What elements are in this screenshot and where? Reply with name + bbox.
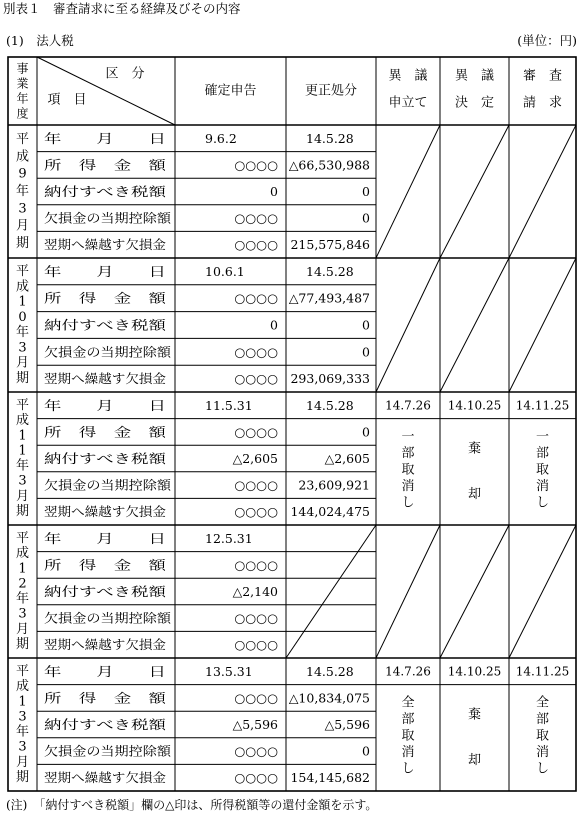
col-igi-kettei-header: 決 定 bbox=[454, 95, 495, 111]
footnote: (注) 「納付すべき税額」欄の△印は、所得税額等の還付金額を示す。 bbox=[6, 798, 378, 812]
vertical-char: 却 bbox=[467, 752, 482, 768]
kakutei-value: ○○○○ bbox=[234, 504, 278, 520]
kakutei-value: △2,140 bbox=[232, 584, 278, 599]
empty-cell-slash bbox=[509, 258, 576, 392]
item-label: 欠損金の当期控除額 bbox=[44, 743, 172, 759]
vertical-char: 却 bbox=[467, 486, 482, 502]
vertical-char: 3 bbox=[18, 473, 27, 489]
kakutei-value: 0 bbox=[270, 317, 278, 333]
vertical-char: 月 bbox=[15, 754, 30, 770]
vertical-char: 1 bbox=[18, 294, 27, 310]
empty-cell-slash bbox=[509, 525, 576, 658]
fiscal-year-label bbox=[16, 398, 29, 519]
item-label: 納付すべき税額 bbox=[44, 184, 167, 199]
vertical-char: 3 bbox=[18, 739, 27, 755]
kakutei-value: △5,596 bbox=[232, 717, 278, 732]
kakutei-value: ○○○○ bbox=[234, 424, 278, 440]
vertical-char: 度 bbox=[16, 106, 29, 121]
item-label: 年 月 日 bbox=[44, 263, 166, 279]
kakutei-date: 13.5.31 bbox=[205, 663, 253, 679]
item-label: 所 得 金 額 bbox=[44, 290, 167, 306]
vertical-char: 取 bbox=[401, 728, 415, 744]
vertical-char: 1 bbox=[18, 443, 27, 459]
col-igi-moshitate-header: 申立て bbox=[388, 95, 428, 111]
vertical-char: 部 bbox=[535, 445, 550, 461]
kosei-value: △10,834,075 bbox=[288, 690, 370, 706]
col-igi-moshitate-header: 異 議 bbox=[388, 68, 428, 84]
kakutei-date: 9.6.2 bbox=[205, 130, 237, 146]
shinsa-result bbox=[536, 429, 549, 510]
kakutei-value: ○○○○ bbox=[234, 770, 278, 786]
vertical-char: 取 bbox=[401, 462, 415, 478]
kosei-value: 144,024,475 bbox=[290, 504, 370, 520]
vertical-char: 消 bbox=[535, 744, 550, 760]
kakutei-value: 0 bbox=[270, 184, 278, 199]
vertical-char: 3 bbox=[18, 709, 27, 725]
item-label: 所 得 金 額 bbox=[44, 157, 167, 173]
corner-bottom-label: 項 目 bbox=[47, 92, 87, 108]
kosei-date: 14.5.28 bbox=[306, 397, 354, 413]
kosei-value: 0 bbox=[362, 210, 370, 226]
item-label: 年 月 日 bbox=[44, 130, 166, 146]
vertical-char: 消 bbox=[401, 744, 415, 760]
vertical-char: 成 bbox=[15, 149, 30, 165]
kosei-value: △5,596 bbox=[324, 717, 370, 732]
vertical-char: 取 bbox=[535, 462, 550, 478]
vertical-char: 部 bbox=[535, 711, 550, 727]
vertical-char: 3 bbox=[18, 340, 27, 356]
vertical-char: 2 bbox=[18, 576, 27, 592]
kakutei-value: ○○○○ bbox=[234, 637, 278, 653]
kakutei-value: ○○○○ bbox=[234, 290, 278, 306]
vertical-char: 部 bbox=[401, 445, 415, 461]
item-label: 翌期へ繰越す欠損金 bbox=[44, 637, 167, 653]
empty-cell-slash bbox=[440, 525, 509, 658]
vertical-char: 取 bbox=[535, 728, 550, 744]
vertical-char: 期 bbox=[15, 503, 30, 519]
col-igi-kettei-header: 異 議 bbox=[454, 68, 495, 84]
item-label: 翌期へ繰越す欠損金 bbox=[44, 371, 167, 387]
item-label: 納付すべき税額 bbox=[44, 584, 167, 599]
vertical-char: 平 bbox=[15, 398, 30, 414]
section-subtitle: (1) 法人税 bbox=[6, 33, 74, 48]
vertical-char: 成 bbox=[15, 679, 30, 695]
vertical-char: 月 bbox=[15, 488, 30, 504]
vertical-char: 期 bbox=[15, 370, 30, 386]
item-label: 翌期へ繰越す欠損金 bbox=[44, 237, 167, 253]
unit-label: (単位：円) bbox=[517, 33, 577, 48]
vertical-char: し bbox=[535, 495, 550, 511]
item-label: 納付すべき税額 bbox=[44, 451, 167, 466]
empty-cell-slash bbox=[376, 525, 440, 658]
vertical-char: 月 bbox=[15, 218, 30, 234]
item-label: 年 月 日 bbox=[44, 530, 166, 546]
kakutei-value: ○○○○ bbox=[234, 237, 278, 253]
item-label: 納付すべき税額 bbox=[44, 717, 167, 732]
item-label: 所 得 金 額 bbox=[44, 690, 167, 706]
vertical-char: 全 bbox=[535, 695, 550, 711]
vertical-char: し bbox=[401, 761, 415, 777]
vertical-char: 業 bbox=[16, 76, 29, 91]
kakutei-date: 12.5.31 bbox=[205, 530, 253, 546]
vertical-char: 1 bbox=[18, 428, 27, 444]
kosei-value: 154,145,682 bbox=[290, 770, 370, 786]
fiscal-year-label bbox=[16, 264, 29, 386]
empty-cell-slash bbox=[509, 125, 576, 258]
fiscal-year-label bbox=[16, 531, 29, 652]
kakutei-value: ○○○○ bbox=[234, 690, 278, 706]
vertical-char: 事 bbox=[16, 61, 29, 76]
vertical-char: 月 bbox=[15, 355, 30, 371]
igi_moshitate-date: 14.7.26 bbox=[385, 398, 431, 413]
vertical-char: 年 bbox=[15, 458, 30, 474]
kakutei-value: △2,605 bbox=[232, 451, 278, 466]
vertical-char: 期 bbox=[15, 769, 30, 785]
shinsa-date: 14.11.25 bbox=[515, 664, 570, 679]
kakutei-value: ○○○○ bbox=[234, 477, 278, 493]
kosei-value: 0 bbox=[362, 317, 370, 333]
vertical-char: し bbox=[535, 761, 550, 777]
empty-cell-slash bbox=[376, 258, 440, 392]
item-label: 納付すべき税額 bbox=[44, 317, 167, 333]
item-label: 翌期へ繰越す欠損金 bbox=[44, 504, 167, 520]
item-label: 欠損金の当期控除額 bbox=[44, 210, 172, 226]
vertical-char: 全 bbox=[401, 695, 415, 711]
igi_kettei-date: 14.10.25 bbox=[447, 664, 502, 679]
vertical-char: 1 bbox=[18, 694, 27, 710]
kakutei-value: ○○○○ bbox=[234, 557, 278, 573]
kakutei-value: ○○○○ bbox=[234, 610, 278, 626]
vertical-char: 9 bbox=[18, 166, 27, 182]
document-title: 別表１ 審査請求に至る経緯及びその内容 bbox=[3, 1, 241, 16]
vertical-char: 消 bbox=[401, 478, 415, 494]
vertical-char: 平 bbox=[15, 531, 30, 547]
vertical-char: 部 bbox=[401, 711, 415, 727]
empty-cell-slash bbox=[440, 125, 509, 258]
empty-cell-slash bbox=[440, 258, 509, 392]
col-shinsa-header: 審 査 bbox=[522, 68, 563, 84]
corner-top-label: 区 分 bbox=[105, 66, 145, 82]
vertical-char: 平 bbox=[15, 664, 30, 680]
vertical-char: 0 bbox=[18, 309, 27, 325]
item-label: 年 月 日 bbox=[44, 397, 166, 413]
empty-cell-slash bbox=[376, 125, 440, 258]
vertical-char: 3 bbox=[18, 606, 27, 622]
fiscal-year-label bbox=[16, 132, 29, 251]
empty-cell-slash bbox=[286, 525, 376, 658]
item-label: 年 月 日 bbox=[44, 663, 166, 679]
vertical-char: 棄 bbox=[467, 441, 482, 457]
vertical-char: 消 bbox=[535, 478, 550, 494]
item-label: 欠損金の当期控除額 bbox=[44, 610, 172, 626]
vertical-char: 一 bbox=[535, 429, 550, 445]
kakutei-date: 11.5.31 bbox=[205, 397, 253, 413]
kakutei-date: 10.6.1 bbox=[205, 263, 245, 279]
vertical-char: 一 bbox=[401, 429, 415, 445]
kakutei-value: ○○○○ bbox=[234, 157, 278, 173]
item-label: 所 得 金 額 bbox=[44, 557, 167, 573]
vertical-char: し bbox=[401, 495, 415, 511]
kosei-date: 14.5.28 bbox=[306, 663, 354, 679]
col-kosei-header: 更正処分 bbox=[304, 83, 358, 99]
kosei-value: △66,530,988 bbox=[288, 157, 370, 173]
vertical-char: 期 bbox=[15, 235, 30, 251]
kosei-date: 14.5.28 bbox=[306, 130, 354, 146]
igi_kettei-result bbox=[468, 708, 481, 768]
kakutei-value: ○○○○ bbox=[234, 371, 278, 387]
kosei-value: △2,605 bbox=[324, 451, 370, 466]
kakutei-value: ○○○○ bbox=[234, 743, 278, 759]
vertical-char: 年 bbox=[15, 325, 30, 341]
shinsa-date: 14.11.25 bbox=[515, 398, 570, 413]
vertical-char: 年 bbox=[16, 91, 29, 106]
igi_moshitate-result bbox=[401, 429, 414, 510]
kakutei-value: ○○○○ bbox=[234, 210, 278, 226]
kosei-value: 293,069,333 bbox=[290, 371, 370, 387]
vertical-char: 年 bbox=[15, 724, 30, 740]
item-label: 欠損金の当期控除額 bbox=[44, 477, 172, 493]
kosei-value: 215,575,846 bbox=[290, 237, 370, 253]
vertical-char: 棄 bbox=[467, 707, 482, 723]
corner-left-label bbox=[16, 61, 28, 121]
vertical-char: 平 bbox=[15, 264, 30, 280]
kosei-date: 14.5.28 bbox=[306, 263, 354, 279]
vertical-char: 年 bbox=[15, 184, 30, 199]
kosei-value: 0 bbox=[362, 184, 370, 199]
tax-history-table bbox=[7, 56, 577, 793]
kosei-value: 0 bbox=[362, 424, 370, 440]
vertical-char: 成 bbox=[15, 279, 30, 295]
vertical-char: 月 bbox=[15, 621, 30, 637]
vertical-char: 3 bbox=[18, 201, 27, 217]
vertical-char: 成 bbox=[15, 413, 30, 429]
kosei-value: 23,609,921 bbox=[298, 477, 370, 493]
vertical-char: 1 bbox=[18, 561, 27, 577]
kakutei-value: ○○○○ bbox=[234, 344, 278, 360]
kosei-value: △77,493,487 bbox=[288, 290, 370, 306]
item-label: 欠損金の当期控除額 bbox=[44, 344, 172, 360]
vertical-char: 成 bbox=[15, 546, 30, 562]
fiscal-year-label bbox=[16, 664, 29, 785]
vertical-char: 期 bbox=[15, 636, 30, 652]
igi_kettei-date: 14.10.25 bbox=[447, 398, 502, 413]
vertical-char: 平 bbox=[15, 132, 30, 148]
igi_kettei-result bbox=[468, 442, 481, 502]
shinsa-result bbox=[536, 695, 549, 776]
item-label: 翌期へ繰越す欠損金 bbox=[44, 770, 167, 786]
vertical-char: 年 bbox=[15, 591, 30, 607]
kosei-value: 0 bbox=[362, 344, 370, 360]
igi_moshitate-result bbox=[401, 695, 414, 776]
col-kakutei-header: 確定申告 bbox=[204, 83, 257, 99]
col-shinsa-header: 請 求 bbox=[522, 95, 563, 111]
kosei-value: 0 bbox=[362, 743, 370, 759]
igi_moshitate-date: 14.7.26 bbox=[385, 664, 431, 679]
item-label: 所 得 金 額 bbox=[44, 424, 167, 440]
